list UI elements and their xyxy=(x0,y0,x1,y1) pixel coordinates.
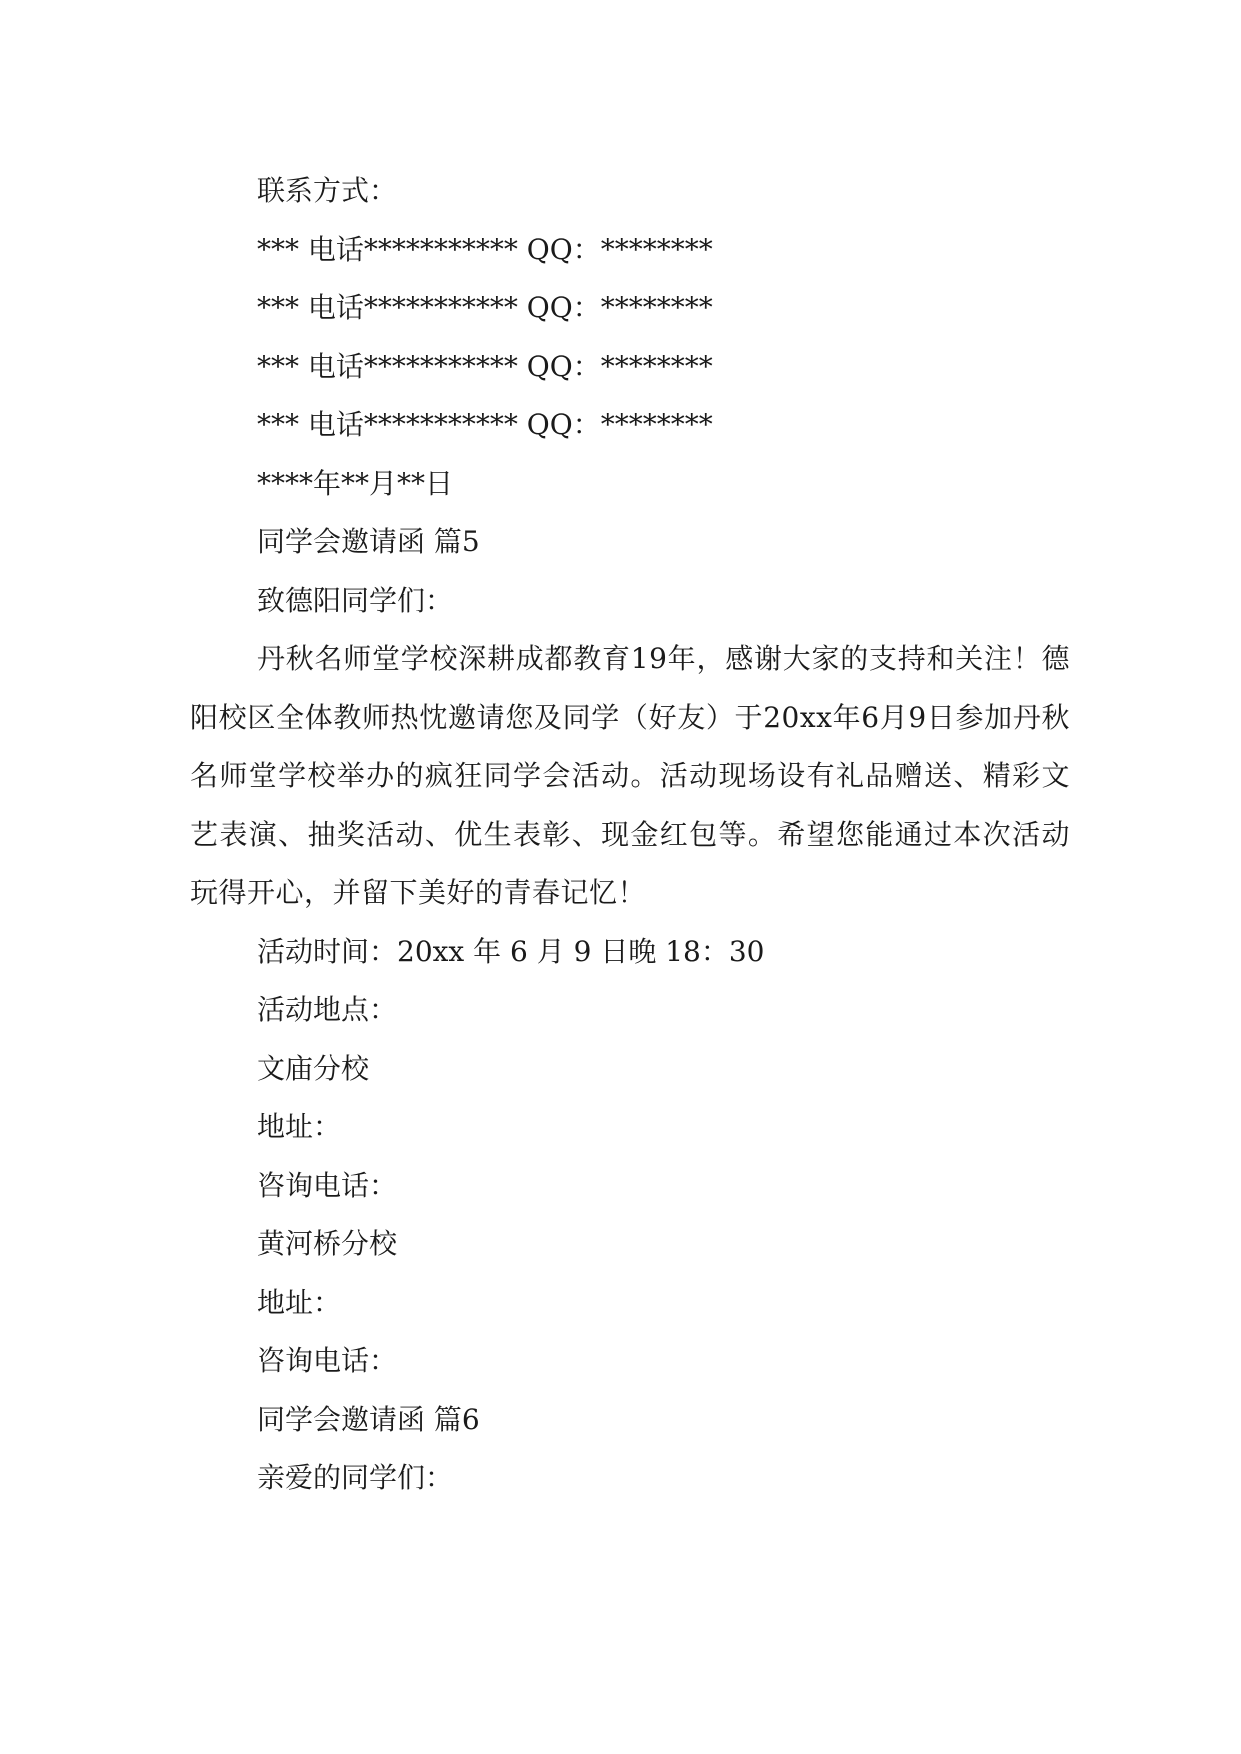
phone-label: 咨询电话： xyxy=(257,1344,398,1377)
event-location-label: 活动地点： xyxy=(257,993,398,1026)
salutation: 亲爱的同学们： xyxy=(257,1461,454,1494)
document-body xyxy=(190,162,1070,1508)
phone-label: 咨询电话： xyxy=(257,1168,398,1202)
invitation-paragraph: 丹秋名师堂学校深耕成都教育19年，感谢大家的支持和关注！德阳校区全体教师热忱邀请您及同学（好友）于20xx年6月9日参加丹秋名师堂学校举办的疯狂同学会活动。活动现场设有礼品赠送、精彩文艺表演、抽奖活动、优生表彰、现金红包等。希望您能通过本次活动玩得开心，并留下美好的青春记忆！ xyxy=(190,642,1070,909)
campus-name: 黄河桥分校 xyxy=(257,1227,398,1260)
section-title: 同学会邀请函 篇6 xyxy=(257,1402,480,1436)
salutation: 致德阳同学们： xyxy=(257,583,454,617)
contact-line: *** 电话*********** QQ：******** xyxy=(257,408,713,441)
address-label: 地址： xyxy=(257,1110,342,1143)
contact-line: *** 电话*********** QQ：******** xyxy=(257,349,713,383)
campus-name: 文庙分校 xyxy=(257,1051,370,1085)
date-line: ****年**月**日 xyxy=(257,466,454,500)
event-time: 活动时间：20xx 年 6 月 9 日晚 18：30 xyxy=(257,934,765,968)
address-label: 地址： xyxy=(257,1285,342,1319)
contact-line: *** 电话*********** QQ：******** xyxy=(257,291,713,324)
contact-heading: 联系方式： xyxy=(257,174,398,207)
contact-line: *** 电话*********** QQ：******** xyxy=(257,232,713,266)
section-title: 同学会邀请函 篇5 xyxy=(257,525,480,558)
